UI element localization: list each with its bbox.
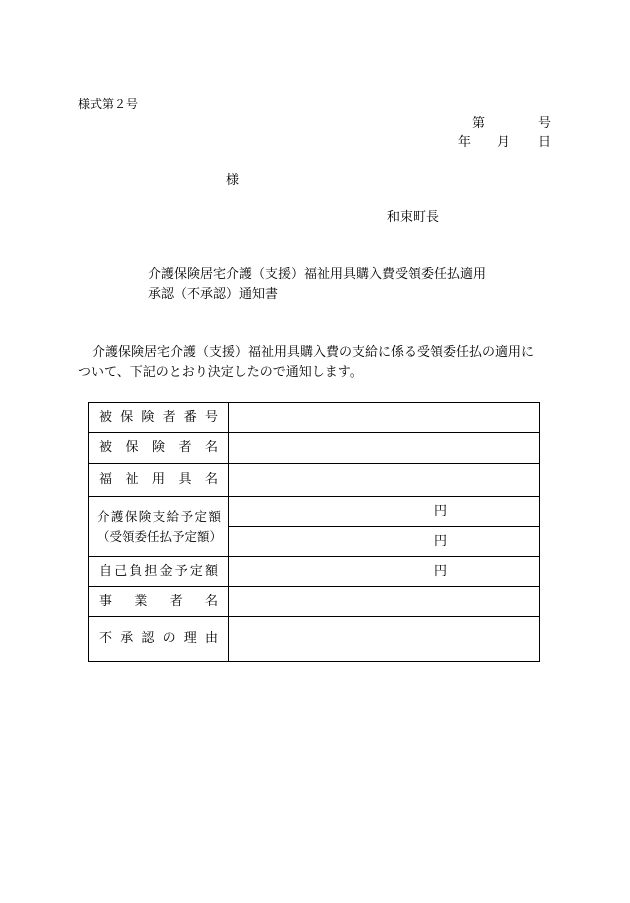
date-day: 日: [538, 135, 552, 150]
delegated-amount-value: [229, 527, 540, 557]
provider-label-cell: [89, 587, 229, 617]
document-title: [148, 265, 486, 305]
delegated-amount-label: （受領委任払予定額）: [97, 528, 223, 544]
rejection-reason-label: 不承認の理由: [99, 631, 218, 646]
benefit-amount-value: [229, 497, 540, 527]
form-number: 様式第２号: [78, 97, 139, 111]
rejection-reason-value: [229, 617, 540, 662]
document-number-prefix: 第: [472, 116, 486, 131]
equipment-name-label-cell: [89, 464, 229, 497]
table-row-provider: [89, 587, 540, 617]
table-row-benefit-amount: [89, 497, 540, 527]
benefit-amount-unit: 円: [434, 503, 448, 519]
table-row-insured-number: [89, 403, 540, 433]
equipment-name-value: [229, 464, 540, 497]
date-month: 月: [497, 135, 511, 150]
issuer-name: 和束町長: [387, 210, 440, 225]
body-line-1: 介護保険居宅介護（支援）福祉用具購入費の支給に係る受領委任払の適用に: [92, 345, 535, 360]
rejection-reason-label-cell: [89, 617, 229, 662]
copay-label: 自己負担金予定額: [99, 563, 218, 579]
notice-details-table: [88, 402, 540, 662]
provider-value: [229, 587, 540, 617]
benefit-amount-label-cell: [89, 497, 229, 557]
title-line-1: 介護保険居宅介護（支援）福祉用具購入費受領委任払適用: [148, 267, 487, 282]
delegated-amount-unit: 円: [434, 533, 448, 549]
insured-number-value: [229, 403, 540, 433]
table-row-equipment-name: [89, 464, 540, 497]
benefit-amount-label: 介護保険支給予定額: [97, 508, 221, 524]
insured-number-label-cell: [89, 403, 229, 433]
date-year: 年: [458, 135, 472, 150]
table-row-rejection-reason: [89, 617, 540, 662]
body-line-2: ついて、下記のとおり決定したので通知します。: [78, 365, 363, 380]
insured-number-label: 被保険者番号: [99, 409, 218, 425]
copay-value: [229, 557, 540, 587]
insured-name-label: 被保険者名: [99, 440, 218, 455]
insured-name-label-cell: [89, 433, 229, 464]
copay-unit: 円: [434, 563, 448, 579]
table-row-copay: [89, 557, 540, 587]
title-line-2: 承認（不承認）通知書: [148, 287, 279, 302]
copay-label-cell: [89, 557, 229, 587]
document-number-suffix: 号: [538, 116, 552, 131]
table-row-insured-name: [89, 433, 540, 464]
addressee-honorific: 様: [226, 173, 240, 188]
provider-label: 事業者名: [99, 593, 218, 609]
insured-name-value: [229, 433, 540, 464]
equipment-name-label: 福祉用具名: [99, 472, 218, 487]
